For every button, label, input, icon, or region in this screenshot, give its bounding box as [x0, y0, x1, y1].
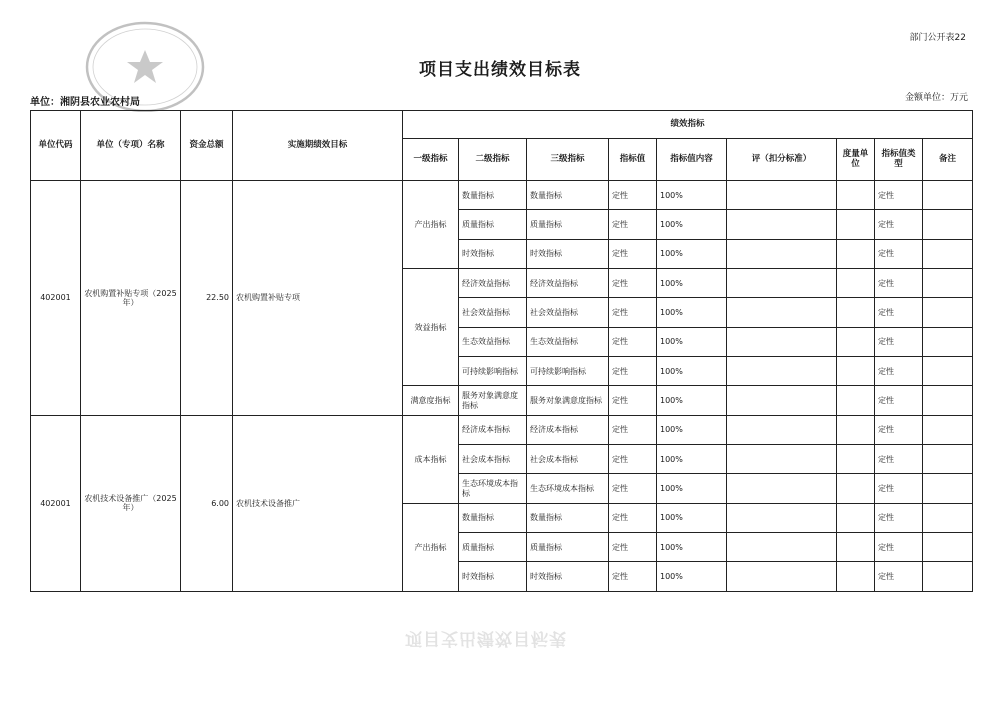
scoring-cell — [727, 503, 837, 532]
level2-cell: 经济成本指标 — [459, 415, 527, 444]
remark-cell — [923, 503, 973, 532]
performance-table — [30, 110, 973, 592]
table-body — [31, 181, 973, 592]
header-goal: 实施期绩效目标 — [233, 111, 403, 181]
level3-cell: 社会成本指标 — [527, 445, 609, 474]
level3-cell: 经济效益指标 — [527, 269, 609, 298]
value-type-cell: 定性 — [875, 562, 923, 592]
measure-unit-cell — [837, 503, 875, 532]
measure-unit-cell — [837, 415, 875, 444]
value-type-cell: 定性 — [875, 474, 923, 503]
value-cell: 定性 — [609, 269, 657, 298]
scoring-cell — [727, 239, 837, 268]
level2-cell: 可持续影响指标 — [459, 357, 527, 386]
header-project-name: 单位（专项）名称 — [81, 111, 181, 181]
remark-cell — [923, 269, 973, 298]
header-level2: 二级指标 — [459, 139, 527, 181]
level3-cell: 生态环境成本指标 — [527, 474, 609, 503]
page-title: 项目支出绩效目标表 — [419, 60, 581, 80]
level3-cell: 时效指标 — [527, 562, 609, 592]
goal-cell: 农机技术设备推广 — [233, 415, 403, 591]
scoring-cell — [727, 357, 837, 386]
value-type-cell: 定性 — [875, 239, 923, 268]
amount-unit: 金额单位：万元 — [904, 93, 968, 103]
value-cell: 定性 — [609, 210, 657, 239]
level3-cell: 服务对象满意度指标 — [527, 386, 609, 415]
scoring-cell — [727, 415, 837, 444]
value-content-cell: 100% — [657, 269, 727, 298]
scoring-cell — [727, 210, 837, 239]
header-value-type: 指标值类型 — [875, 139, 923, 181]
measure-unit-cell — [837, 533, 875, 562]
level2-cell: 社会成本指标 — [459, 445, 527, 474]
value-content-cell: 100% — [657, 503, 727, 532]
measure-unit-cell — [837, 474, 875, 503]
level1-cell: 效益指标 — [403, 269, 459, 386]
level2-cell: 数量指标 — [459, 181, 527, 210]
value-cell: 定性 — [609, 181, 657, 210]
remark-cell — [923, 445, 973, 474]
value-type-cell: 定性 — [875, 533, 923, 562]
value-content-cell: 100% — [657, 386, 727, 415]
header-level3: 三级指标 — [527, 139, 609, 181]
value-cell: 定性 — [609, 239, 657, 268]
measure-unit-cell — [837, 181, 875, 210]
level2-cell: 服务对象满意度指标 — [459, 386, 527, 415]
level3-cell: 经济成本指标 — [527, 415, 609, 444]
remark-cell — [923, 357, 973, 386]
header-scoring: 评（扣分标准） — [727, 139, 837, 181]
value-cell: 定性 — [609, 503, 657, 532]
table-row — [31, 181, 973, 210]
measure-unit-cell — [837, 357, 875, 386]
remark-cell — [923, 386, 973, 415]
measure-unit-cell — [837, 327, 875, 356]
level2-cell: 时效指标 — [459, 239, 527, 268]
value-content-cell: 100% — [657, 562, 727, 592]
value-content-cell: 100% — [657, 181, 727, 210]
value-content-cell: 100% — [657, 210, 727, 239]
level2-cell: 数量指标 — [459, 503, 527, 532]
level3-cell: 数量指标 — [527, 181, 609, 210]
goal-cell: 农机购置补贴专项 — [233, 181, 403, 416]
measure-unit-cell — [837, 239, 875, 268]
project-name-cell: 农机购置补贴专项（2025年） — [81, 181, 181, 416]
value-cell: 定性 — [609, 562, 657, 592]
header-indicators: 绩效指标 — [403, 111, 973, 139]
level2-cell: 社会效益指标 — [459, 298, 527, 327]
value-type-cell: 定性 — [875, 503, 923, 532]
value-content-cell: 100% — [657, 445, 727, 474]
level1-cell: 产出指标 — [403, 181, 459, 269]
remark-cell — [923, 239, 973, 268]
value-type-cell: 定性 — [875, 210, 923, 239]
value-cell: 定性 — [609, 327, 657, 356]
unit-code-cell: 402001 — [31, 415, 81, 591]
remark-cell — [923, 533, 973, 562]
remark-cell — [923, 474, 973, 503]
value-type-cell: 定性 — [875, 415, 923, 444]
value-type-cell: 定性 — [875, 298, 923, 327]
level3-cell: 生态效益指标 — [527, 327, 609, 356]
value-type-cell: 定性 — [875, 181, 923, 210]
value-content-cell: 100% — [657, 239, 727, 268]
level1-cell: 成本指标 — [403, 415, 459, 503]
header-remark: 备注 — [923, 139, 973, 181]
value-type-cell: 定性 — [875, 386, 923, 415]
header-total-funds: 资金总额 — [181, 111, 233, 181]
value-type-cell: 定性 — [875, 357, 923, 386]
scoring-cell — [727, 327, 837, 356]
measure-unit-cell — [837, 269, 875, 298]
remark-cell — [923, 415, 973, 444]
value-cell: 定性 — [609, 474, 657, 503]
value-cell: 定性 — [609, 533, 657, 562]
scoring-cell — [727, 474, 837, 503]
measure-unit-cell — [837, 386, 875, 415]
value-content-cell: 100% — [657, 327, 727, 356]
header-level1: 一级指标 — [403, 139, 459, 181]
level2-cell: 质量指标 — [459, 533, 527, 562]
level1-cell: 满意度指标 — [403, 386, 459, 415]
value-content-cell: 100% — [657, 415, 727, 444]
value-content-cell: 100% — [657, 474, 727, 503]
remark-cell — [923, 562, 973, 592]
measure-unit-cell — [837, 210, 875, 239]
level3-cell: 质量指标 — [527, 210, 609, 239]
level3-cell: 社会效益指标 — [527, 298, 609, 327]
unit-label: 单位：湘阴县农业农村局 — [30, 97, 140, 108]
level2-cell: 生态环境成本指标 — [459, 474, 527, 503]
value-cell: 定性 — [609, 445, 657, 474]
unit-code-cell: 402001 — [31, 181, 81, 416]
value-content-cell: 100% — [657, 533, 727, 562]
level2-cell: 时效指标 — [459, 562, 527, 592]
scoring-cell — [727, 269, 837, 298]
level3-cell: 质量指标 — [527, 533, 609, 562]
value-type-cell: 定性 — [875, 327, 923, 356]
measure-unit-cell — [837, 445, 875, 474]
scoring-cell — [727, 533, 837, 562]
scoring-cell — [727, 445, 837, 474]
remark-cell — [923, 210, 973, 239]
scoring-cell — [727, 181, 837, 210]
value-content-cell: 100% — [657, 357, 727, 386]
level3-cell: 数量指标 — [527, 503, 609, 532]
measure-unit-cell — [837, 298, 875, 327]
value-type-cell: 定性 — [875, 445, 923, 474]
header-value: 指标值 — [609, 139, 657, 181]
value-content-cell: 100% — [657, 298, 727, 327]
scoring-cell — [727, 562, 837, 592]
level2-cell: 经济效益指标 — [459, 269, 527, 298]
value-cell: 定性 — [609, 386, 657, 415]
value-cell: 定性 — [609, 298, 657, 327]
total-funds-cell: 22.50 — [181, 181, 233, 416]
table-row — [31, 415, 973, 444]
level3-cell: 时效指标 — [527, 239, 609, 268]
value-cell: 定性 — [609, 357, 657, 386]
level1-cell: 产出指标 — [403, 503, 459, 591]
project-name-cell: 农机技术设备推广（2025年） — [81, 415, 181, 591]
header-unit-code: 单位代码 — [31, 111, 81, 181]
remark-cell — [923, 298, 973, 327]
bleed-through-title: 项目支出绩效目标表 — [405, 628, 567, 648]
measure-unit-cell — [837, 562, 875, 592]
value-cell: 定性 — [609, 415, 657, 444]
scoring-cell — [727, 298, 837, 327]
doc-code: 部门公开表22 — [909, 33, 966, 43]
value-type-cell: 定性 — [875, 269, 923, 298]
header-measure-unit: 度量单位 — [837, 139, 875, 181]
level2-cell: 质量指标 — [459, 210, 527, 239]
total-funds-cell: 6.00 — [181, 415, 233, 591]
header-value-content: 指标值内容 — [657, 139, 727, 181]
scoring-cell — [727, 386, 837, 415]
remark-cell — [923, 327, 973, 356]
level2-cell: 生态效益指标 — [459, 327, 527, 356]
level3-cell: 可持续影响指标 — [527, 357, 609, 386]
remark-cell — [923, 181, 973, 210]
